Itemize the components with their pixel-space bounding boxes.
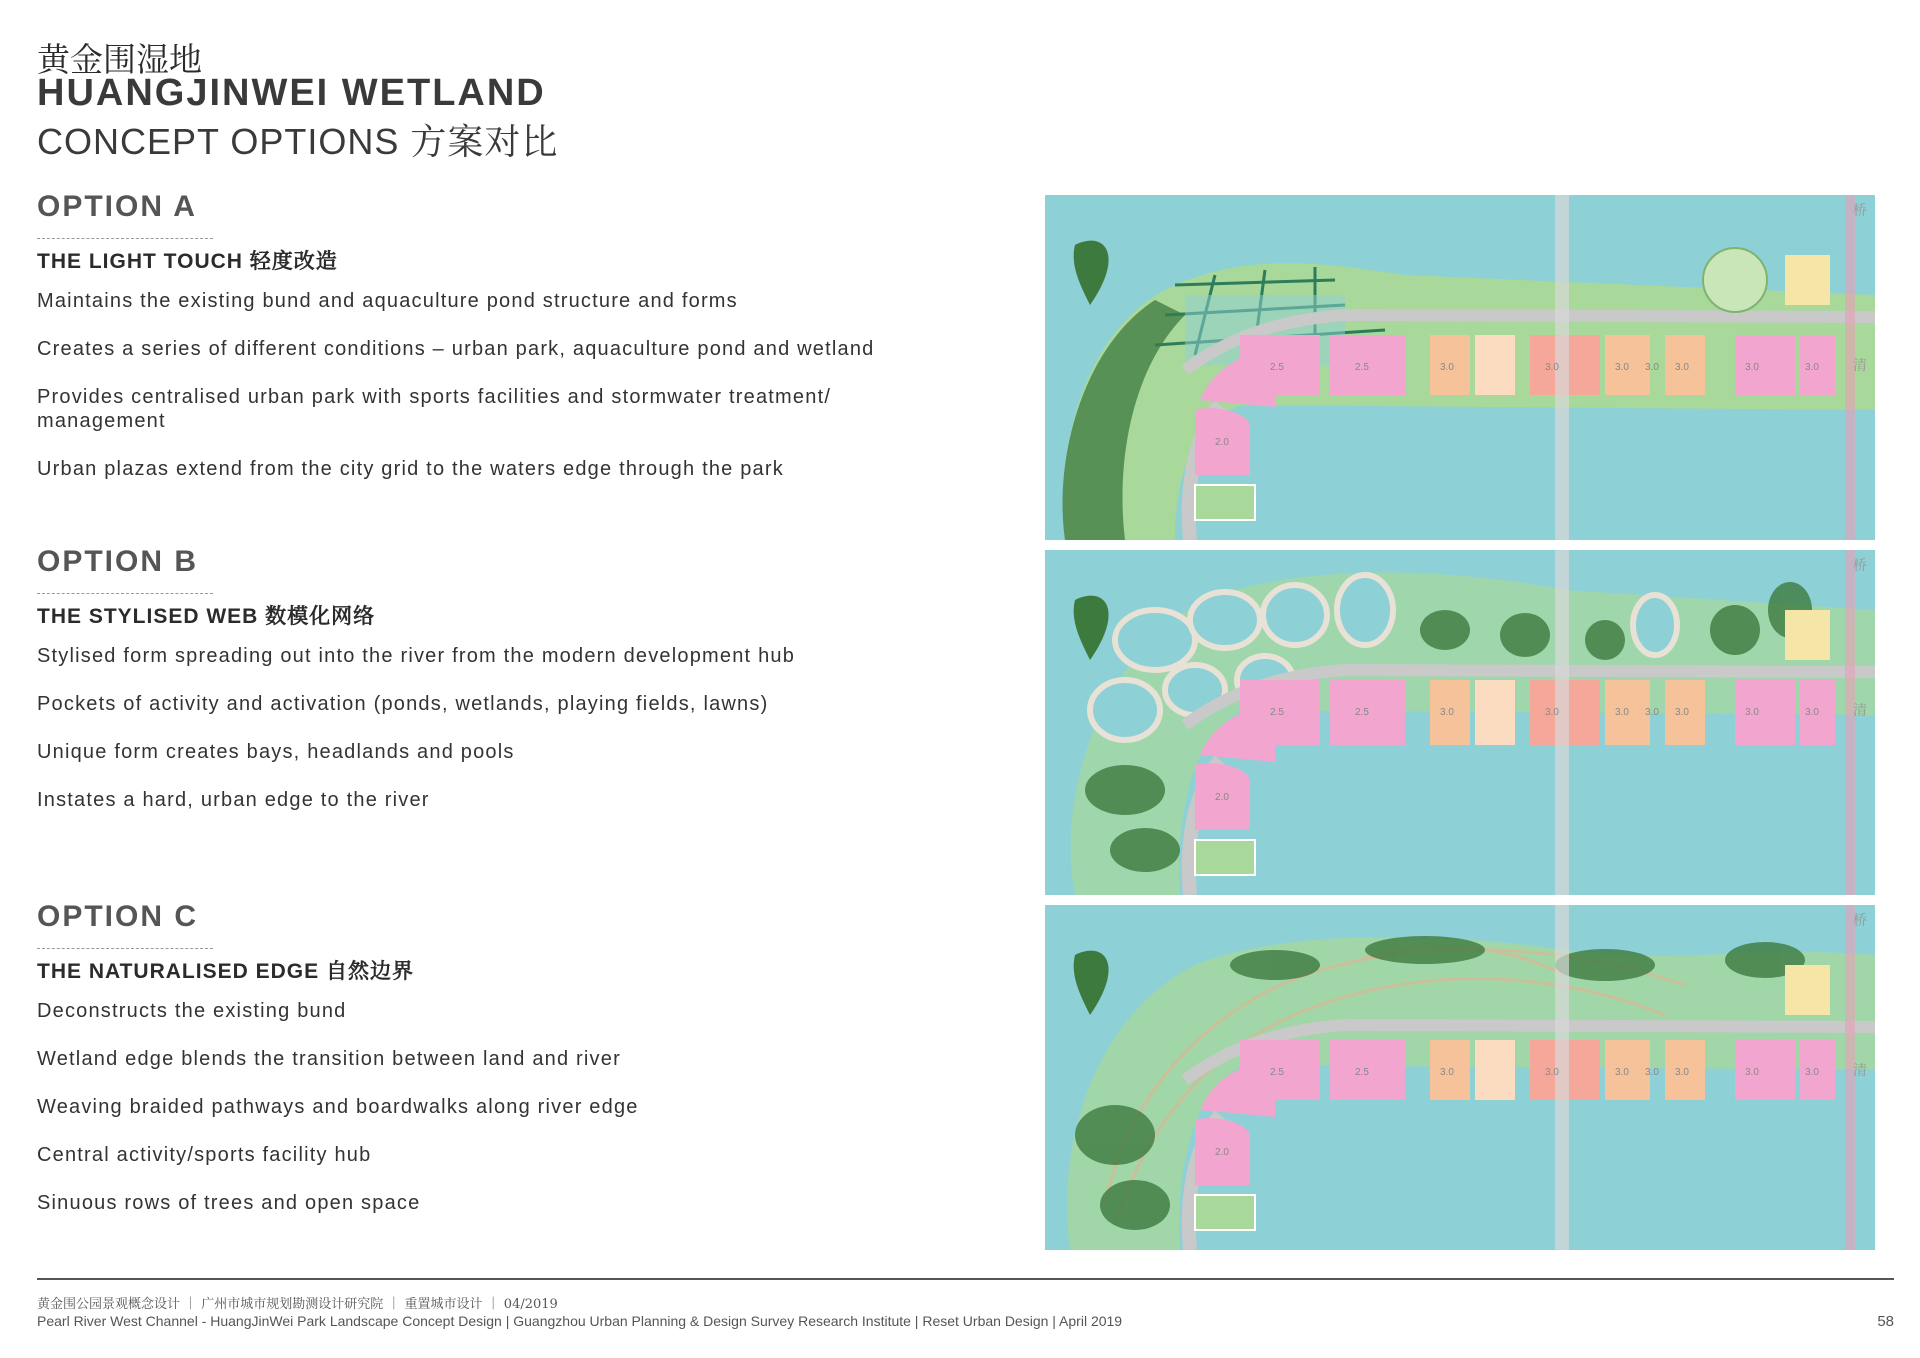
far-label: 3.0: [1645, 1067, 1659, 1078]
list-item: Sinuous rows of trees and open space: [37, 1192, 421, 1214]
far-label: 3.0: [1675, 362, 1689, 373]
far-label: 3.0: [1645, 362, 1659, 373]
far-label: 2.5: [1355, 362, 1369, 373]
footer-divider: [37, 1278, 1894, 1280]
divider: [37, 238, 213, 239]
far-label: 2.0: [1215, 792, 1229, 803]
list-item: Wetland edge blends the transition between land and river: [37, 1048, 621, 1070]
plan-option-a: [1045, 195, 1875, 540]
far-label: 3.0: [1440, 1067, 1454, 1078]
option-heading: OPTION B: [37, 545, 199, 578]
far-label: 2.5: [1270, 362, 1284, 373]
plaza-circle: [1703, 248, 1767, 312]
far-label: 3.0: [1545, 362, 1559, 373]
option-points: [37, 999, 997, 1215]
yellow-plot: [1785, 965, 1830, 1015]
far-label: 3.0: [1440, 707, 1454, 718]
far-label: 3.0: [1545, 1067, 1559, 1078]
far-label: 2.5: [1355, 1067, 1369, 1078]
far-label: 2.5: [1270, 707, 1284, 718]
far-label: 3.0: [1745, 1067, 1759, 1078]
far-label: 3.0: [1805, 1067, 1819, 1078]
plan-option-c: [1045, 905, 1875, 1250]
plan-option-b: [1045, 550, 1875, 895]
option-subtitle: THE NATURALISED EDGE 自然边界: [37, 960, 414, 983]
far-label: 2.0: [1215, 437, 1229, 448]
page-number: 58: [1877, 1313, 1894, 1330]
far-label: 3.0: [1615, 707, 1629, 718]
side-label: 清: [1853, 1062, 1867, 1078]
title-subtitle: CONCEPT OPTIONS 方案对比: [37, 121, 559, 162]
far-label: 3.0: [1675, 707, 1689, 718]
far-label: 3.0: [1545, 707, 1559, 718]
side-label: 桥: [1853, 202, 1867, 218]
yellow-plot: [1785, 255, 1830, 305]
side-label: 桥: [1853, 557, 1867, 573]
sports-field: [1195, 840, 1255, 875]
option-a-section: [37, 190, 997, 505]
list-item: Pockets of activity and activation (ponds, wetlands, playing fields, lawns): [37, 693, 769, 715]
far-label: 3.0: [1615, 1067, 1629, 1078]
option-subtitle: THE STYLISED WEB 数模化网络: [37, 605, 376, 628]
title-en: HUANGJINWEI WETLAND: [37, 72, 546, 114]
side-label: 清: [1853, 357, 1867, 373]
divider: [37, 593, 213, 594]
far-label: 3.0: [1615, 362, 1629, 373]
far-label: 3.0: [1805, 707, 1819, 718]
option-c-section: [37, 900, 997, 1239]
far-label: 3.0: [1645, 707, 1659, 718]
list-item: Unique form creates bays, headlands and pools: [37, 741, 515, 763]
option-heading: OPTION A: [37, 190, 197, 223]
list-item: Central activity/sports facility hub: [37, 1144, 372, 1166]
sports-field: [1195, 1195, 1255, 1230]
edge-road: [1845, 550, 1855, 895]
far-label: 2.0: [1215, 1147, 1229, 1158]
far-label: 3.0: [1440, 362, 1454, 373]
list-item: Deconstructs the existing bund: [37, 1000, 347, 1022]
far-label: 3.0: [1805, 362, 1819, 373]
option-points: [37, 289, 997, 481]
list-item: Weaving braided pathways and boardwalks along river edge: [37, 1096, 639, 1118]
list-item: Maintains the existing bund and aquaculture pond structure and forms: [37, 290, 738, 312]
yellow-plot: [1785, 610, 1830, 660]
list-item: Urban plazas extend from the city grid to the waters edge through the park: [37, 458, 784, 480]
far-label: 3.0: [1745, 707, 1759, 718]
side-label: 清: [1853, 702, 1867, 718]
list-item: Provides centralised urban park with sports facilities and stormwater treatment/ management: [37, 386, 832, 432]
option-subtitle: THE LIGHT TOUCH 轻度改造: [37, 250, 338, 273]
list-item: Creates a series of different conditions – urban park, aquaculture pond and wetland: [37, 338, 875, 360]
far-label: 3.0: [1745, 362, 1759, 373]
option-heading: OPTION C: [37, 900, 199, 933]
list-item: Instates a hard, urban edge to the river: [37, 789, 430, 811]
title-cn: 黄金围湿地: [37, 41, 202, 78]
list-item: Stylised form spreading out into the river from the modern development hub: [37, 645, 796, 667]
sports-field: [1195, 485, 1255, 520]
far-label: 2.5: [1270, 1067, 1284, 1078]
bridge: [1555, 550, 1569, 895]
option-b-section: [37, 545, 997, 836]
far-label: 2.5: [1355, 707, 1369, 718]
far-label: 3.0: [1675, 1067, 1689, 1078]
divider: [37, 948, 213, 949]
side-label: 桥: [1853, 912, 1867, 928]
footer-cn: 黄金围公园景观概念设计 ｜ 广州市城市规划勘测设计研究院 ｜ 重置城市设计 ｜ 04/2019: [37, 1297, 558, 1312]
option-points: [37, 644, 997, 812]
footer-en: Pearl River West Channel - HuangJinWei Park Landscape Concept Design | Guangzhou Urban Planning & Design Survey Research Institute | Reset Urban Design | April 2019: [37, 1313, 1123, 1329]
